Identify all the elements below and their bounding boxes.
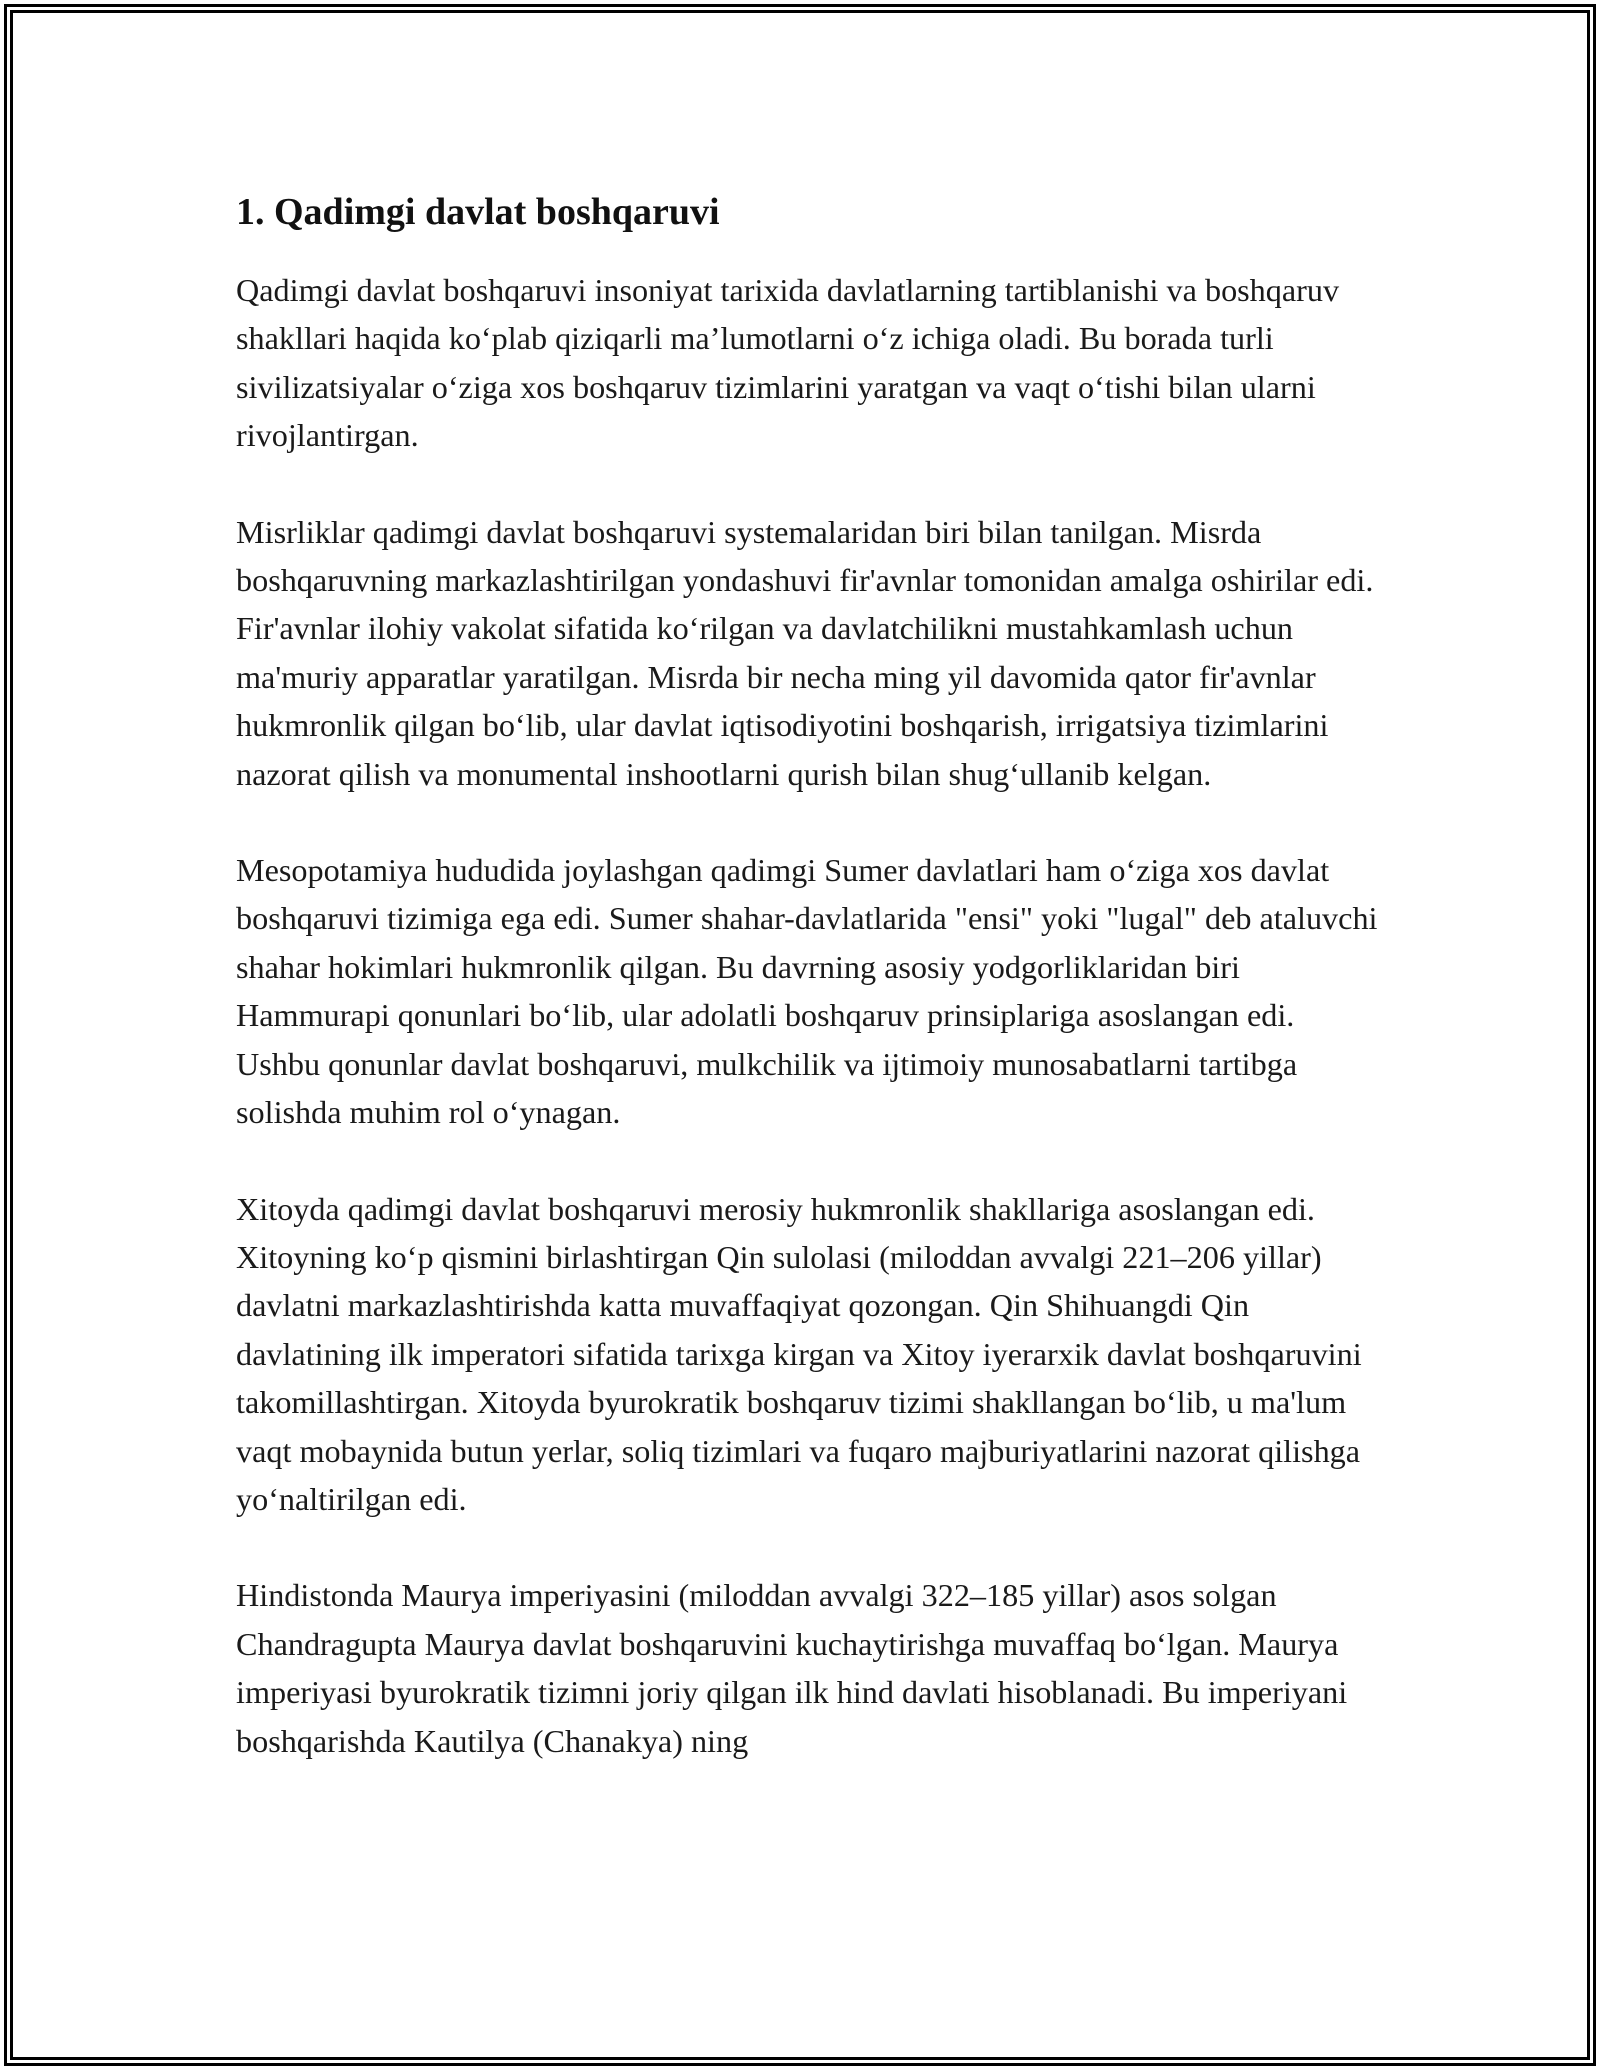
paragraph-mesopotamia: Mesopotamiya hududida joylashgan qadimgi Sumer davlatlari ham o‘ziga xos davlat boshqaruvi tizimiga ega edi. Sumer shahar-davlatlarida "ensi" yoki "lugal" deb ataluvchi shahar hokimlari hukmronlik qilgan. Bu davrning asosiy yodgorliklaridan biri Hammurapi qonunlari bo‘lib, ular adolatli boshqaruv prinsiplariga asoslangan edi. Ushbu qonunlar davlat boshqaruvi, mulkchilik va ijtimoiy munosabatlarni tartibga solishda muhim rol o‘ynagan. [236, 852, 1378, 1131]
section-heading: 1. Qadimgi davlat boshqaruvi [236, 191, 720, 233]
document-body [236, 186, 1386, 1813]
paragraph-intro: Qadimgi davlat boshqaruvi insoniyat tarixida davlatlarning tartiblanishi va boshqaruv shakllari haqida ko‘plab qiziqarli ma’lumotlarni o‘z ichiga oladi. Bu borada turli sivilizatsiyalar o‘ziga xos boshqaruv tizimlarini yaratgan va vaqt o‘tishi bilan ularni rivojlantirgan. [236, 272, 1340, 454]
paragraph-egypt: Misrliklar qadimgi davlat boshqaruvi systemalaridan biri bilan tanilgan. Misrda boshqaruvning markazlashtirilgan yondashuvi fir'avnlar tomonidan amalga oshirilar edi. Fir'avnlar ilohiy vakolat sifatida ko‘rilgan va davlatchilikni mustahkamlash uchun ma'muriy apparatlar yaratilgan. Misrda bir necha ming yil davomida qator fir'avnlar hukmronlik qilgan bo‘lib, ular davlat iqtisodiyotini boshqarish, irrigatsiya tizimlarini nazorat qilish va monumental inshootlarni qurish bilan shug‘ullanib kelgan. [236, 513, 1374, 792]
paragraph-china: Xitoyda qadimgi davlat boshqaruvi merosiy hukmronlik shakllariga asoslangan edi. Xitoyning ko‘p qismini birlashtirgan Qin sulolasi (miloddan avvalgi 221–206 yillar) davlatni markazlashtirishda katta muvaffaqiyat qozongan. Qin Shihuangdi Qin davlatining ilk imperatori sifatida tarixga kirgan va Xitoy iyerarxik davlat boshqaruvini takomillashtirgan. Xitoyda byurokratik boshqaruv tizimi shakllangan bo‘lib, u ma'lum vaqt mobaynida butun yerlar, soliq tizimlari va fuqaro majburiyatlarini nazorat qilishga yo‘naltirilgan edi. [236, 1190, 1362, 1517]
paragraph-india: Hindistonda Maurya imperiyasini (miloddan avvalgi 322–185 yillar) asos solgan Chandragupta Maurya davlat boshqaruvini kuchaytirishga muvaffaq bo‘lgan. Maurya imperiyasi byurokratik tizimni joriy qilgan ilk hind davlati hisoblanadi. Bu imperiyani boshqarishda Kautilya (Chanakya) ning [236, 1577, 1348, 1759]
